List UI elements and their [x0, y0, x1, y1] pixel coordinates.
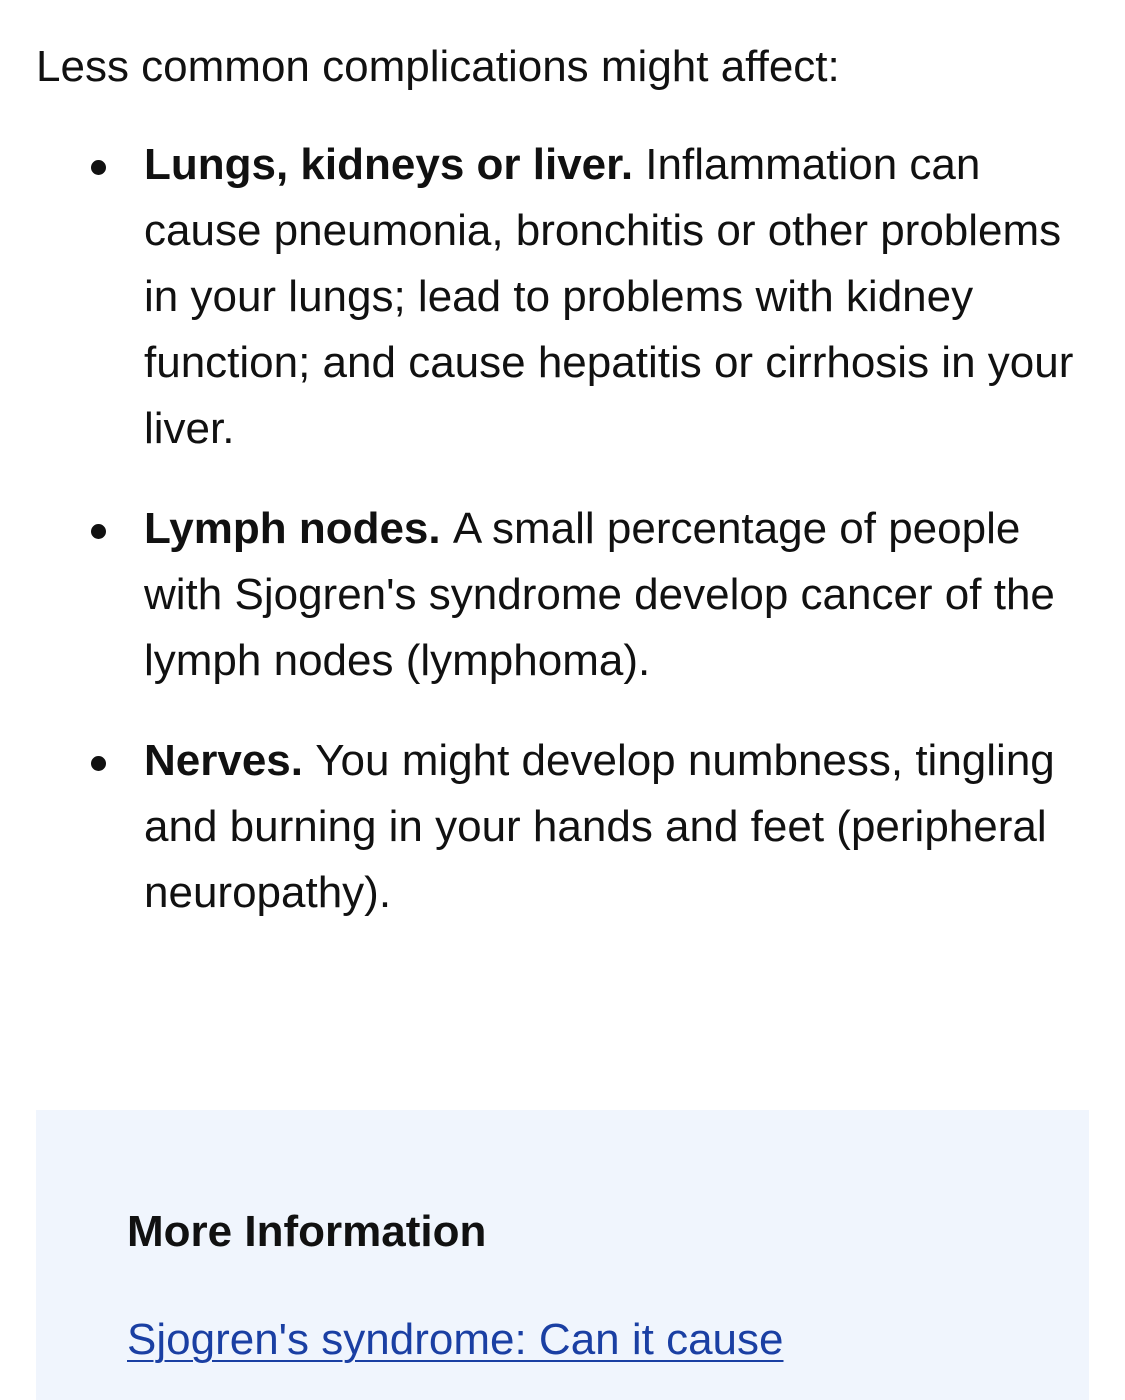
- list-item-lymph-nodes: [0, 496, 1090, 694]
- more-information-link[interactable]: Sjogren's syndrome: Can it cause: [127, 1315, 784, 1364]
- list-item-lungs-kidneys-liver: [0, 132, 1090, 462]
- list-item-description: You might develop numbness, tingling and burning in your hands and feet (peripheral neuropathy).: [144, 736, 1055, 917]
- list-item-description: Inflammation can cause pneumonia, bronchitis or other problems in your lungs; lead to problems with kidney function; and cause hepatitis or cirrhosis in your liver.: [144, 140, 1074, 453]
- bullet-icon: [91, 756, 106, 771]
- intro-text: Less common complications might affect:: [36, 42, 840, 91]
- bullet-icon: [91, 160, 106, 175]
- more-information-heading: More Information: [127, 1207, 487, 1256]
- list-item-term: Lymph nodes.: [144, 504, 453, 553]
- list-item-description: A small percentage of people with Sjogren's syndrome develop cancer of the lymph nodes (lymphoma).: [144, 504, 1055, 685]
- complications-list: [0, 132, 1090, 960]
- list-item-term: Lungs, kidneys or liver.: [144, 140, 646, 189]
- more-information-panel: [36, 1110, 1089, 1400]
- bullet-icon: [91, 524, 106, 539]
- list-item-term: Nerves.: [144, 736, 316, 785]
- list-item-nerves: [0, 728, 1090, 926]
